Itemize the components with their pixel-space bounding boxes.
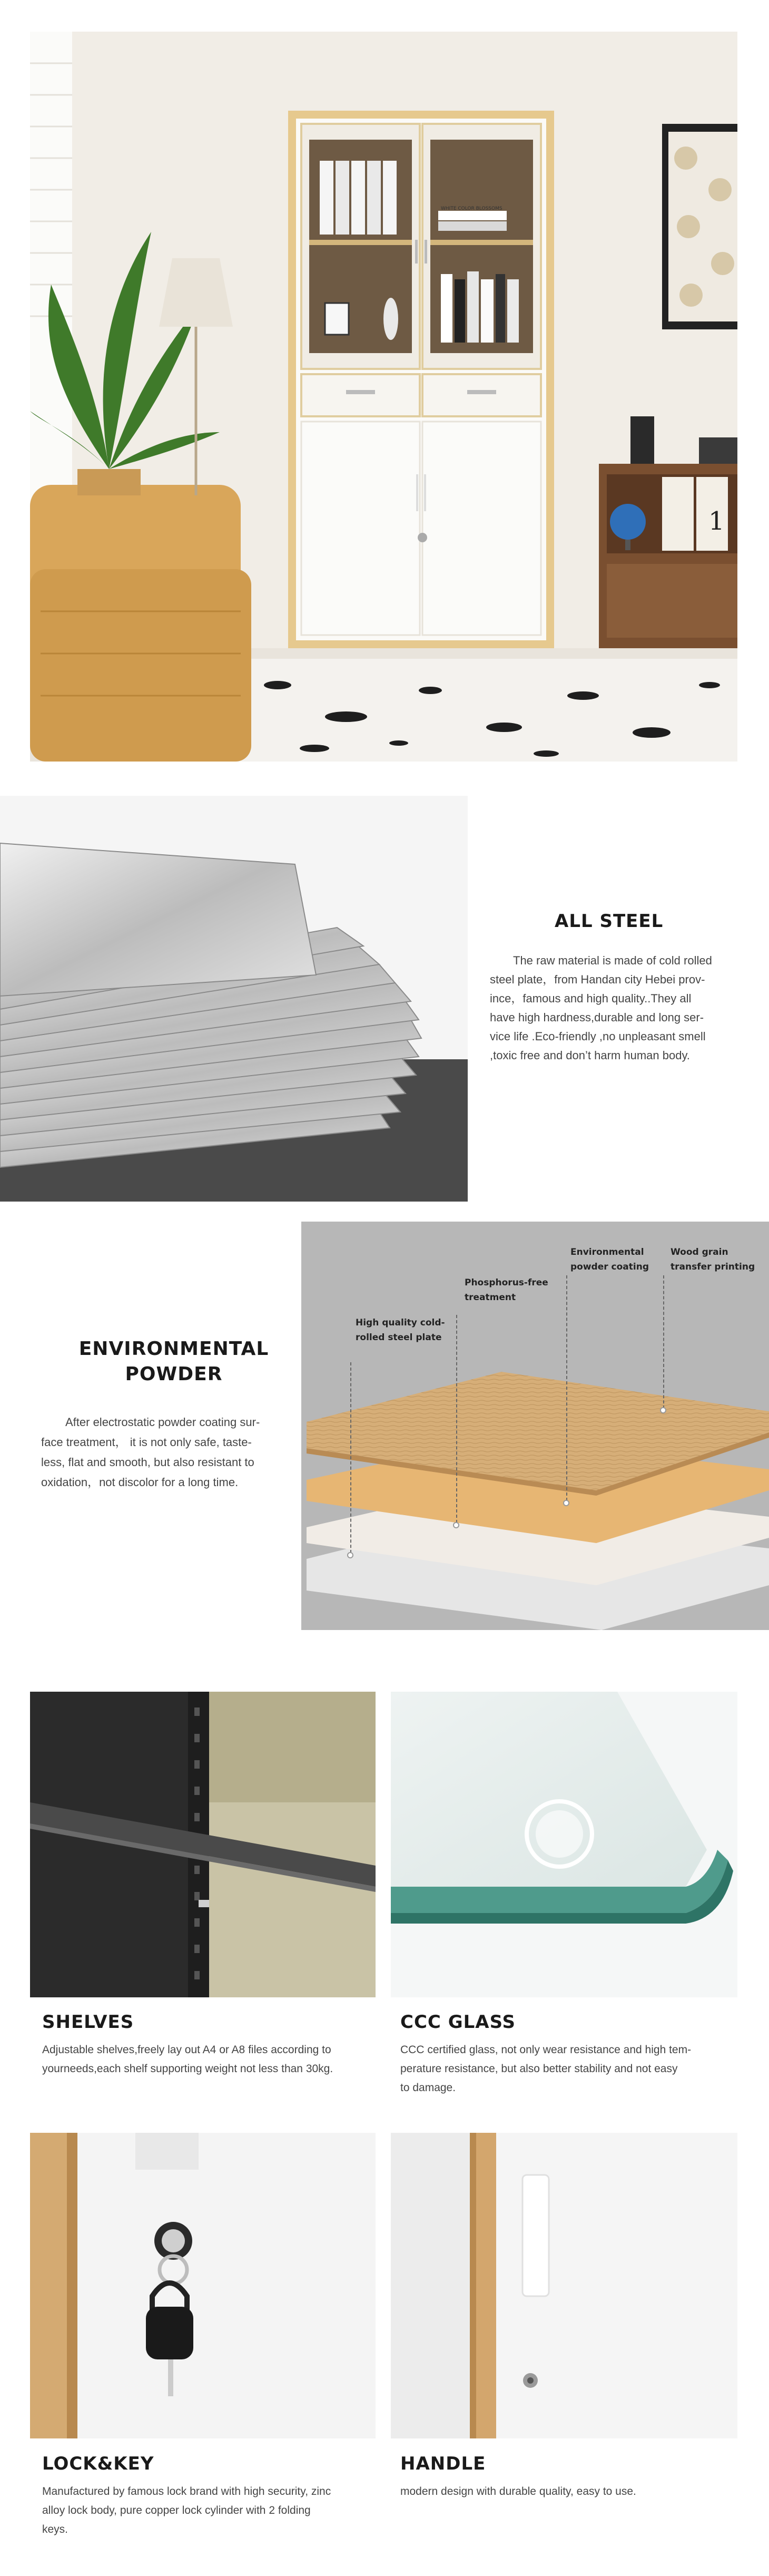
- environmental-title-line: ENVIRONMENTAL: [78, 1338, 269, 1360]
- shelves-photo: [30, 1692, 376, 1997]
- steel-desc-line: steel plate，from Handan city Hebei prov-: [490, 973, 705, 986]
- callout-line: Wood grain: [671, 1247, 728, 1257]
- callout-line: rolled steel plate: [356, 1332, 442, 1343]
- callout-line: powder coating: [570, 1262, 649, 1272]
- glass-desc-line: perature resistance, but also better stability and not easy: [400, 2063, 678, 2075]
- box-number: 1: [708, 506, 725, 536]
- steel-desc-line: vice life .Eco-friendly ,no unpleasant smell: [490, 1030, 706, 1043]
- cabinet: [288, 111, 554, 648]
- environmental-title-line: POWDER: [125, 1363, 223, 1385]
- shelves-title: SHELVES: [42, 2012, 134, 2033]
- handle-description: [400, 2482, 737, 2501]
- steel-title: ALL STEEL: [555, 911, 664, 932]
- room-scene: [30, 32, 737, 762]
- leader-line: [566, 1275, 567, 1501]
- handle-title: HANDLE: [400, 2453, 486, 2474]
- callout-line: treatment: [465, 1292, 516, 1303]
- glass-title: CCC GLASS: [400, 2012, 516, 2033]
- steel-desc-line: ince，famous and high quality..They all: [490, 992, 692, 1005]
- lock-desc-line: keys.: [42, 2523, 68, 2535]
- environmental-desc-line: After electrostatic powder coating sur-: [65, 1416, 260, 1429]
- callout-dot: [563, 1500, 569, 1506]
- steel-desc-line: have high hardness,durable and long ser-: [490, 1011, 704, 1024]
- callout-line: High quality cold-: [356, 1318, 445, 1328]
- callout-wood-grain: [671, 1245, 755, 1274]
- callout-steel-plate: [356, 1315, 445, 1345]
- glass-description: [400, 2041, 737, 2097]
- glass-desc-line: CCC certified glass, not only wear resistance and high tem-: [400, 2044, 692, 2056]
- leader-line: [350, 1362, 351, 1553]
- environmental-description: [41, 1412, 289, 1492]
- glass-desc-line: to damage.: [400, 2082, 456, 2094]
- steel-sheets-photo: [0, 796, 468, 1202]
- shelves-desc-line: yourneeds,each shelf supporting weight not less than 30kg.: [42, 2063, 333, 2075]
- callout-line: Environmental: [570, 1247, 644, 1257]
- handle-desc-line: modern design with durable quality, easy to use.: [400, 2485, 636, 2497]
- steel-desc-line: ,toxic free and don’t harm human body.: [490, 1049, 690, 1062]
- book-spine-text: WHITE COLOR BLOSSOMS: [441, 206, 502, 211]
- handle-photo: [391, 2133, 737, 2438]
- environmental-desc-line: face treatment， it is not only safe, taste-: [41, 1436, 252, 1449]
- steel-description: [490, 951, 722, 1065]
- callout-dot: [347, 1552, 353, 1558]
- leader-line: [456, 1315, 457, 1523]
- steel-desc-line: The raw material is made of cold rolled: [513, 954, 712, 967]
- environmental-desc-line: oxidation，not discolor for a long time.: [41, 1476, 239, 1489]
- callout-dot: [453, 1522, 459, 1528]
- callout-phosphorus: [465, 1275, 548, 1305]
- callout-dot: [660, 1407, 666, 1413]
- shelves-description: [42, 2041, 374, 2079]
- lock-desc-line: alloy lock body, pure copper lock cylinder with 2 folding: [42, 2504, 311, 2516]
- callout-powder-coating: [570, 1245, 649, 1274]
- hero-room-photo: [30, 32, 737, 762]
- environmental-title: [58, 1336, 290, 1387]
- callout-line: transfer printing: [671, 1262, 755, 1272]
- callout-line: Phosphorus-free: [465, 1277, 548, 1288]
- lock-title: LOCK&KEY: [42, 2453, 154, 2474]
- leader-line: [663, 1275, 664, 1409]
- lock-desc-line: Manufactured by famous lock brand with high security, zinc: [42, 2485, 331, 2497]
- environmental-desc-line: less, flat and smooth, but also resistant to: [41, 1456, 254, 1469]
- shelves-desc-line: Adjustable shelves,freely lay out A4 or A8 files according to: [42, 2044, 331, 2056]
- lock-description: [42, 2482, 374, 2539]
- lock-photo: [30, 2133, 376, 2438]
- glass-photo: [391, 1692, 737, 1997]
